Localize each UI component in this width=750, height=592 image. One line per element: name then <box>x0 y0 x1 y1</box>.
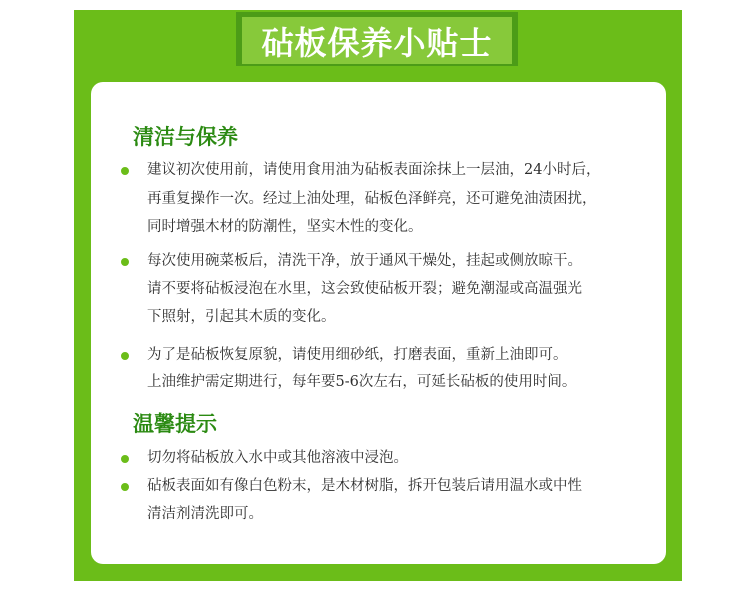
list-item-text: 上油维护需定期进行，每年要5-6次左右，可延长砧板的使用时间。 <box>147 374 577 390</box>
bullet-dot-icon <box>121 258 129 266</box>
list-item-text: 下照射，引起其木质的变化。 <box>147 309 336 325</box>
bullet-dot-icon <box>121 167 129 175</box>
list-item-text: 砧板表面如有像白色粉末，是木材树脂，拆开包装后请用温水或中性 <box>147 478 582 494</box>
bullet-dot-icon <box>121 483 129 491</box>
list-item-text: 建议初次使用前，请使用食用油为砧板表面涂抹上一层油，24小时后， <box>147 162 601 178</box>
list-item-text: 清洁剂清洗即可。 <box>147 506 263 522</box>
list-item-text: 请不要将砧板浸泡在水里，这会致使砧板开裂；避免潮湿或高温强光 <box>147 281 582 297</box>
list-item-text: 切勿将砧板放入水中或其他溶液中浸泡。 <box>147 450 408 466</box>
list-item-text: 每次使用碗菜板后，清洗干净，放于通风干燥处，挂起或侧放晾干。 <box>147 253 582 269</box>
list-item-text: 同时增强木材的防潮性，坚实木性的变化。 <box>147 219 423 235</box>
list-item-text: 为了是砧板恢复原貌，请使用细砂纸，打磨表面，重新上油即可。 <box>147 347 568 363</box>
bullet-dot-icon <box>121 352 129 360</box>
section-heading-tips: 温馨提示 <box>133 412 217 436</box>
section-heading-cleaning: 清洁与保养 <box>133 125 238 149</box>
page-title: 砧板保养小贴士 <box>242 17 512 64</box>
bullet-dot-icon <box>121 455 129 463</box>
list-item-text: 再重复操作一次。经过上油处理，砧板色泽鲜亮，还可避免油渍困扰， <box>147 191 597 207</box>
